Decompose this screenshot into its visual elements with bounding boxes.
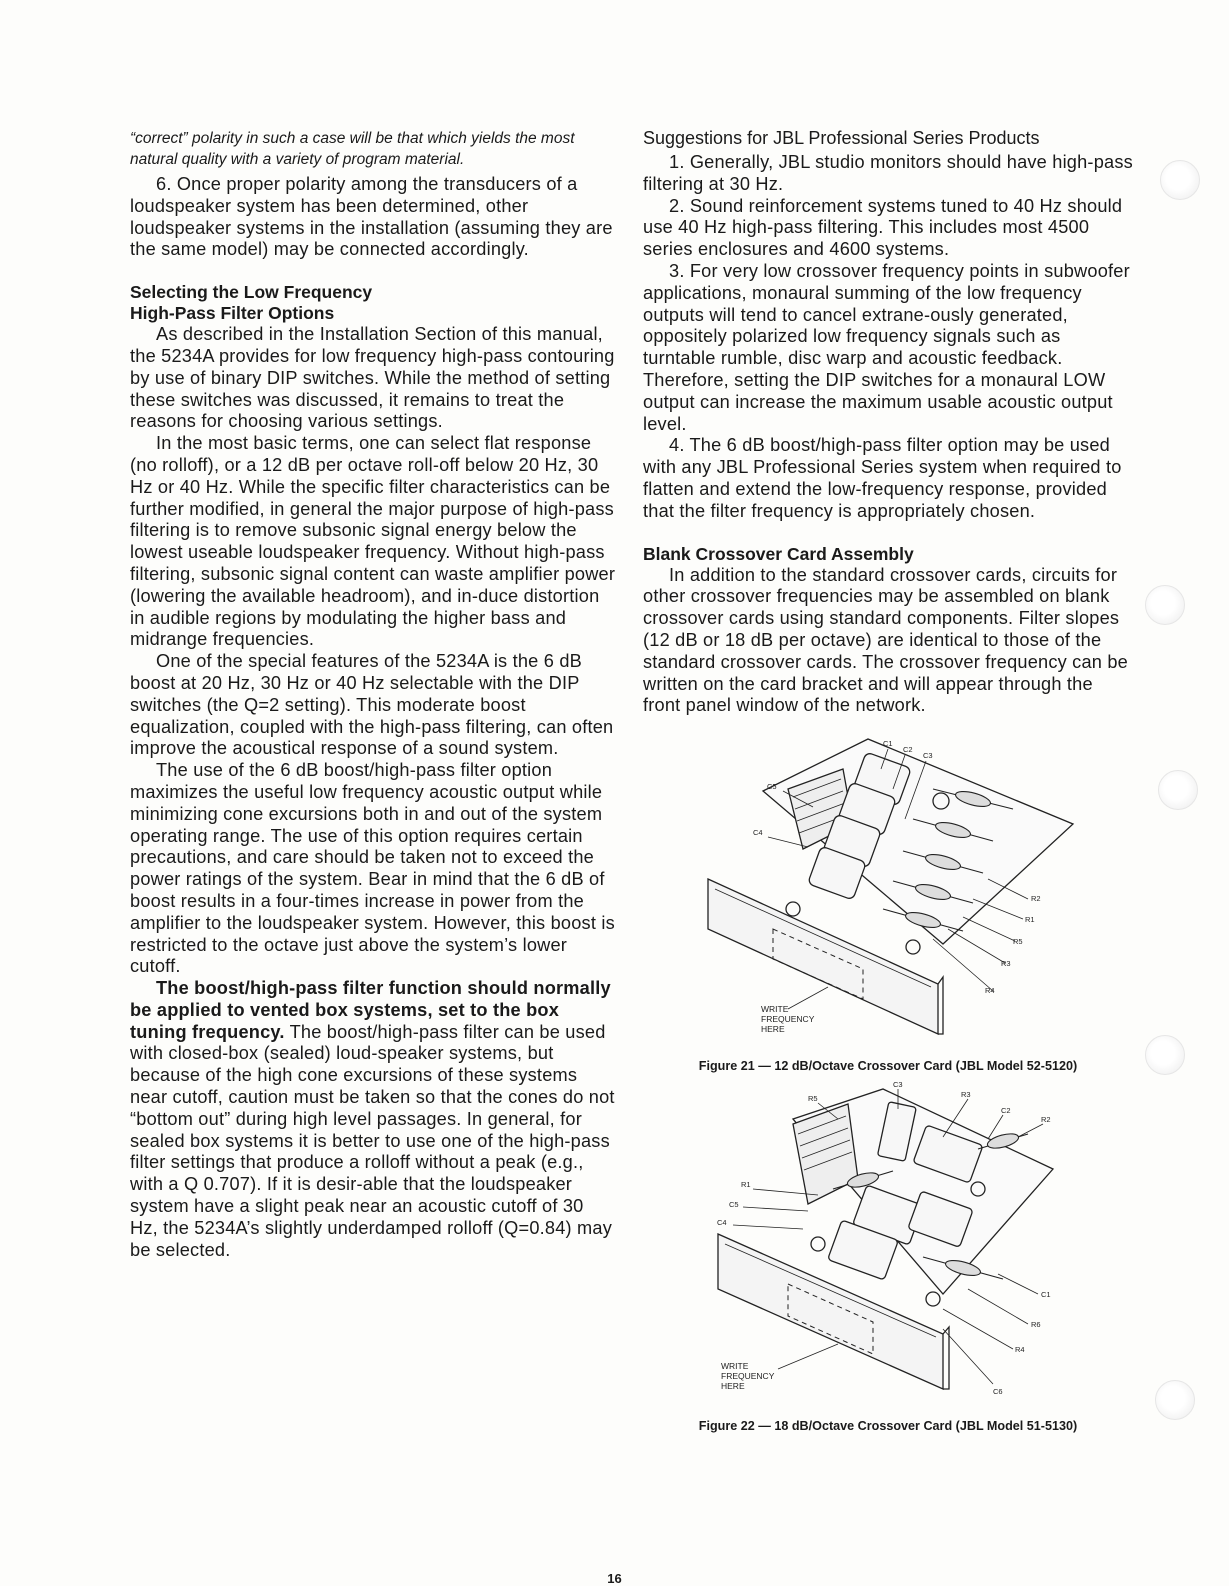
label-c5: C5 [767, 782, 777, 792]
label-c3: C3 [893, 1080, 903, 1090]
binder-hole [1145, 1035, 1185, 1075]
label-write: WRITE [761, 1004, 789, 1015]
label-r4: R4 [985, 986, 995, 996]
figure-21 [643, 729, 1133, 1073]
section-heading-blank-card: Blank Crossover Card Assembly [643, 543, 914, 564]
label-frequency: FREQUENCY [721, 1371, 775, 1382]
page-number: 16 [607, 1571, 622, 1586]
intro-italic-paragraph: “correct” polarity in such a case will be that which yields the most natural quality with a variety of program material. [130, 130, 575, 168]
paragraph-boost-option: The use of the 6 dB boost/high-pass filter option maximizes the useful low frequency acoustic output while minimizing cone excursions both in and out of the system operating range. The use of this option requires certain precautions, and care should be taken not to exceed the power ratings of the system. Bear in mind that the 6 dB of boost results in a four-times increase in power from the amplifier to the loudspeaker system. However, this boost is restricted to the octave just above the system’s lower cutoff. [130, 760, 615, 977]
left-column [130, 128, 616, 1261]
figure-21-caption: Figure 21 — 12 dB/Octave Crossover Card (JBL Model 52-5120) [698, 1059, 1078, 1074]
label-c6: C6 [993, 1387, 1003, 1397]
paragraph-vented-box [130, 978, 616, 1261]
label-c2: C2 [903, 745, 913, 755]
paragraph-item-6: 6. Once proper polarity among the transducers of a loudspeaker system has been determined, other loudspeaker systems in the installation (assuming they are the same model) may be connected accordingly. [130, 174, 613, 260]
bold-statement: The boost/high-pass filter function should normally be applied to vented box systems, set to the box tuning frequency. [130, 978, 611, 1042]
label-r2: R2 [1031, 894, 1041, 904]
heading-line-1: Selecting the Low Frequency [130, 282, 373, 303]
suggestion-2: 2. Sound reinforcement systems tuned to 40 Hz should use 40 Hz high-pass filtering. This includes most 4500 series enclosures and 4600 systems. [643, 195, 1123, 260]
section-heading-low-frequency [130, 282, 616, 324]
paragraph-installation: As described in the Installation Section of this manual, the 5234A provides for low frequency high-pass contouring by use of binary DIP switches. While the method of setting these switches was discussed, it remains to treat the reasons for choosing various settings. [130, 324, 615, 432]
binder-hole [1155, 1380, 1195, 1420]
label-r6: R6 [1031, 1320, 1041, 1330]
section-heading-suggestions: Suggestions for JBL Professional Series Products [643, 128, 1040, 148]
label-c4: C4 [717, 1218, 727, 1228]
paragraph-sealed-box: The boost/high-pass filter can be used with closed-box (sealed) loud-speaker systems, but because of the high cone excursions of these systems near cutoff, caution must be taken so that the cones do not “bottom out” during high level passages. In general, for sealed box systems it is better to use one of the high-pass filter settings that produce a rolloff without a peak (e.g., with a Q 0.707). If it is desir-able that the loudspeaker system have a slight peak near an acoustic cutoff of 30 Hz, the 5234A’s slightly underdamped rolloff (Q=0.84) may be selected. [130, 1021, 615, 1260]
figure-22-caption: Figure 22 — 18 dB/Octave Crossover Card (JBL Model 51-5130) [698, 1419, 1078, 1434]
label-write: WRITE [721, 1361, 749, 1372]
label-here: HERE [721, 1381, 745, 1392]
label-c3: C3 [923, 751, 933, 761]
crossover-card-12db-illustration [643, 729, 1133, 1059]
label-r1: R1 [1025, 915, 1035, 925]
heading-line-2: High-Pass Filter Options [130, 303, 335, 324]
paragraph-blank-card: In addition to the standard crossover cards, circuits for other crossover frequencies may be assembled on blank crossover cards using standard components. Filter slopes (12 dB or 18 dB per octave) are identical to those of the standard crossover cards. The crossover frequency can be written on the card bracket and will appear through the front panel window of the network. [643, 564, 1128, 716]
suggestion-4: 4. The 6 dB boost/high-pass filter option may be used with any JBL Professional Series system when required to flatten and extend the low-frequency response, provided that the filter frequency is appropriately chosen. [643, 435, 1122, 521]
binder-hole [1158, 770, 1198, 810]
label-c1: C1 [883, 739, 893, 749]
suggestion-3: 3. For very low crossover frequency points in subwoofer applications, monaural summing of the low frequency outputs will tend to cancel extrane-ously generated, oppositely polarized low frequency signals such as turntable rumble, disc warp and acoustic feedback. Therefore, setting the DIP switches for a monaural LOW output can increase the maximum usable acoustic output level. [643, 260, 1130, 434]
suggestion-1: 1. Generally, JBL studio monitors should have high-pass filtering at 30 Hz. [643, 152, 1133, 194]
label-r5: R5 [1013, 937, 1023, 947]
figure-22 [643, 1079, 1133, 1433]
crossover-card-18db-illustration [643, 1079, 1133, 1419]
binder-hole [1145, 585, 1185, 625]
binder-hole [1160, 160, 1200, 200]
label-here: HERE [761, 1024, 785, 1035]
paragraph-basic-terms: In the most basic terms, one can select flat response (no rolloff), or a 12 dB per octave roll-off below 20 Hz, 30 Hz or 40 Hz. While the specific filter characteristics can be further modified, in general the major purpose of high-pass filtering is to remove subsonic signal energy below the lowest useable loudspeaker frequency. Without high-pass filtering, subsonic signal content can waste amplifier power (lowering the available headroom), and in-duce distortion in audible regions by modulating the higher bass and midrange frequencies. [130, 433, 616, 650]
label-c4: C4 [753, 828, 763, 838]
label-r5: R5 [808, 1094, 818, 1104]
label-c1: C1 [1041, 1290, 1051, 1300]
right-column [643, 128, 1133, 1433]
label-frequency: FREQUENCY [761, 1014, 815, 1025]
label-r3: R3 [1001, 959, 1011, 969]
label-r3: R3 [961, 1090, 971, 1100]
label-r1: R1 [741, 1180, 751, 1190]
label-r2: R2 [1041, 1115, 1051, 1125]
label-c5: C5 [729, 1200, 739, 1210]
label-r4: R4 [1015, 1345, 1025, 1355]
label-c2: C2 [1001, 1106, 1011, 1116]
paragraph-special-features: One of the special features of the 5234A is the 6 dB boost at 20 Hz, 30 Hz or 40 Hz selectable with the DIP switches (the Q=2 setting). This moderate boost equalization, coupled with the high-pass filtering, can often improve the acoustical response of a sound system. [130, 651, 614, 759]
